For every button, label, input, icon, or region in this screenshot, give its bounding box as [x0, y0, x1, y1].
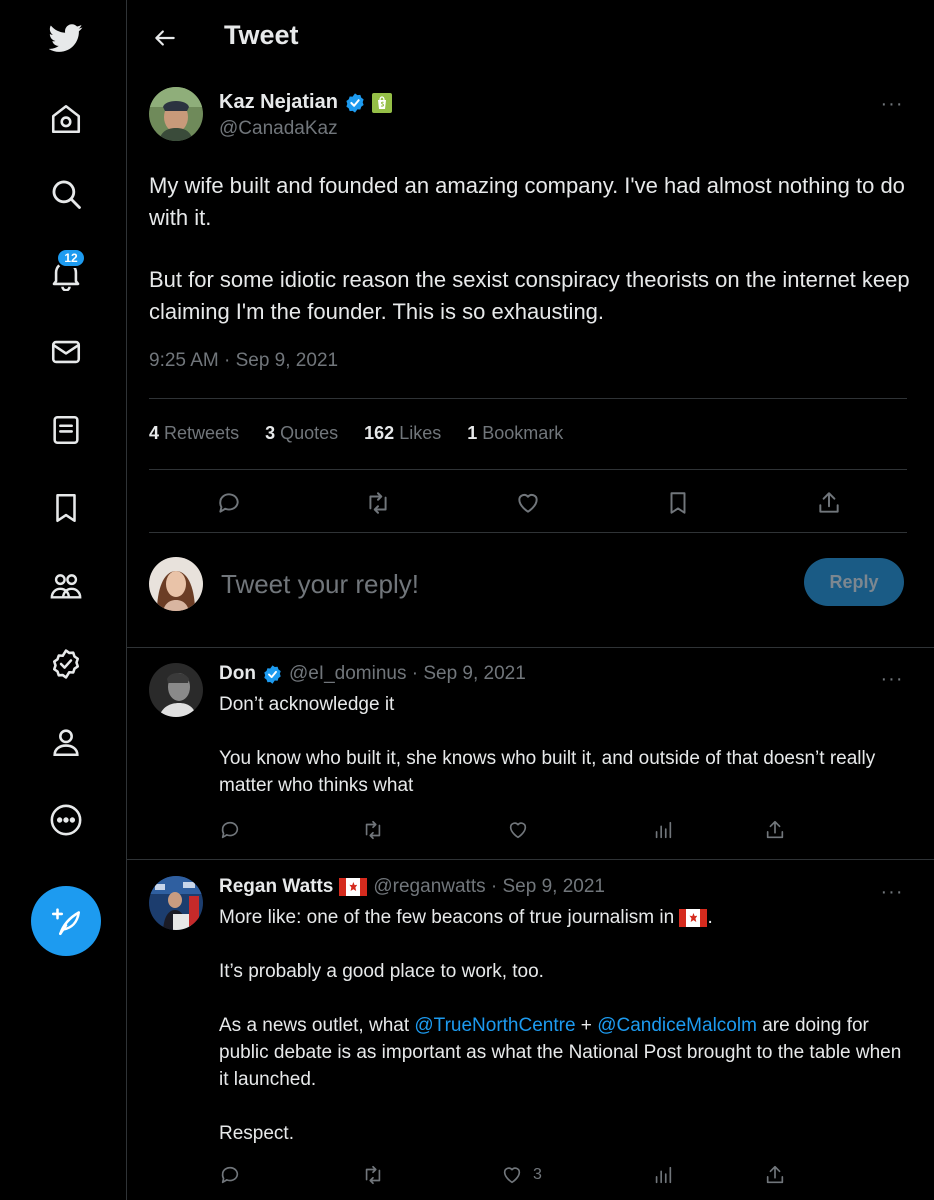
- reply-text-segment: .: [707, 907, 713, 928]
- profile-icon[interactable]: [36, 712, 96, 772]
- tweet-stats: [149, 423, 563, 444]
- share-icon: [764, 1164, 786, 1186]
- divider: [149, 398, 907, 399]
- more-icon[interactable]: [36, 790, 96, 850]
- retweets-label: Retweets: [164, 423, 240, 443]
- twitter-logo-icon[interactable]: [36, 8, 96, 68]
- heart-icon: [515, 490, 541, 516]
- reply-handle-date[interactable]: @reganwatts · Sep 9, 2021: [373, 876, 605, 897]
- page-title: Tweet: [224, 20, 299, 50]
- reply-avatar[interactable]: [149, 663, 203, 717]
- share-icon: [764, 819, 786, 841]
- retweet-action-button[interactable]: [362, 1160, 384, 1190]
- lists-icon[interactable]: [36, 400, 96, 460]
- mention-link-candicemalcolm[interactable]: @CandiceMalcolm: [597, 1015, 757, 1036]
- reply-text-paragraph: Respect.: [219, 1123, 294, 1144]
- divider: [127, 647, 934, 648]
- verified-badge-icon: [344, 92, 366, 114]
- heart-icon: [507, 819, 529, 841]
- reply-text: [219, 691, 909, 826]
- back-button[interactable]: [147, 20, 183, 56]
- share-action-button[interactable]: [811, 485, 847, 521]
- compose-tweet-button[interactable]: [31, 886, 101, 956]
- tweet-text: [149, 170, 919, 358]
- share-action-button[interactable]: [764, 1160, 786, 1190]
- reply-icon: [219, 819, 241, 841]
- reply-text-segment: As a news outlet, what: [219, 1015, 415, 1036]
- author-name-row[interactable]: [219, 91, 392, 114]
- bookmark-action-button[interactable]: [660, 485, 696, 521]
- reply-icon: [216, 490, 242, 516]
- reply-action-button[interactable]: [219, 1160, 241, 1190]
- reply-author-name[interactable]: Regan Watts: [219, 876, 334, 897]
- reply-action-button[interactable]: [211, 485, 247, 521]
- reply-text-paragraph: Don’t acknowledge it: [219, 694, 395, 715]
- canada-flag-icon: [679, 909, 707, 927]
- reply-input[interactable]: [221, 564, 781, 604]
- divider: [149, 469, 907, 470]
- reply-more-options-icon[interactable]: ···: [880, 667, 904, 690]
- canada-flag-icon: [339, 878, 367, 896]
- tweet-timestamp[interactable]: 9:25 AM · Sep 9, 2021: [149, 350, 339, 371]
- quotes-label: Quotes: [280, 423, 339, 443]
- retweet-action-button[interactable]: [362, 815, 384, 845]
- reply-tweet[interactable]: [149, 876, 919, 1183]
- reply-more-options-icon[interactable]: ···: [880, 880, 904, 903]
- analytics-icon: [652, 819, 674, 841]
- tweet-author: [149, 87, 338, 141]
- likes-stat[interactable]: [364, 423, 441, 444]
- likes-label: Likes: [399, 423, 442, 443]
- bookmarks-stat[interactable]: [467, 423, 563, 444]
- reply-header: [219, 663, 526, 685]
- search-icon[interactable]: [36, 164, 96, 224]
- heart-icon: [501, 1164, 523, 1186]
- like-count: 3: [533, 1166, 542, 1183]
- reply-text: [219, 904, 909, 1174]
- tweet-more-options-icon[interactable]: ···: [880, 92, 904, 115]
- compose-tweet-icon: [49, 904, 83, 938]
- divider: [149, 532, 907, 533]
- bookmarks-icon[interactable]: [36, 478, 96, 538]
- notification-count-badge: 12: [56, 248, 86, 268]
- retweet-action-button[interactable]: [360, 485, 396, 521]
- share-icon: [816, 490, 842, 516]
- reply-action-bar: [219, 1160, 799, 1190]
- reply-header: [219, 876, 605, 898]
- retweet-icon: [362, 1164, 384, 1186]
- retweets-count: 4: [149, 423, 160, 443]
- left-nav: [0, 0, 126, 1200]
- like-action-button[interactable]: [510, 485, 546, 521]
- quotes-count: 3: [265, 423, 276, 443]
- analytics-icon: [652, 1164, 674, 1186]
- like-action-button[interactable]: [501, 1160, 542, 1190]
- main-column: [126, 0, 934, 1200]
- reply-text-paragraph: It’s probably a good place to work, too.: [219, 961, 544, 982]
- author-name: Kaz Nejatian: [219, 91, 338, 113]
- reply-text-segment: are doing for public debate is as important as what the National Post brought to the table when it launched.: [219, 1015, 902, 1090]
- reply-text-segment: +: [575, 1015, 598, 1036]
- mention-link-truenorthcentre[interactable]: @TrueNorthCentre: [414, 1015, 576, 1036]
- reply-composer: [149, 556, 919, 616]
- verified-icon[interactable]: [36, 634, 96, 694]
- retweets-stat[interactable]: [149, 423, 239, 444]
- reply-action-button[interactable]: [219, 815, 241, 845]
- author-handle[interactable]: @CanadaKaz: [219, 118, 338, 139]
- reply-action-bar: [219, 815, 799, 845]
- tweet-text-paragraph: My wife built and founded an amazing company. I've had almost nothing to do with it.: [149, 173, 905, 230]
- share-action-button[interactable]: [764, 815, 786, 845]
- reply-text-paragraph: [219, 904, 909, 931]
- tweet-text-paragraph: But for some idiotic reason the sexist conspiracy theorists on the internet keep claiming I'm the founder. This is so exhausting.: [149, 267, 910, 324]
- reply-avatar[interactable]: [149, 876, 203, 930]
- divider: [127, 859, 934, 860]
- reply-text-paragraph: You know who built it, she knows who built it, and outside of that doesn’t really matter who thinks what: [219, 748, 876, 796]
- bookmarks-count: 1: [467, 423, 478, 443]
- reply-text-segment: More like: one of the few beacons of true journalism in: [219, 907, 675, 928]
- communities-icon[interactable]: [36, 556, 96, 616]
- reply-icon: [219, 1164, 241, 1186]
- home-icon[interactable]: [36, 89, 96, 149]
- tweet-action-bar: [149, 485, 907, 521]
- bookmark-icon: [665, 490, 691, 516]
- back-arrow-icon: [152, 25, 178, 51]
- current-user-avatar[interactable]: [149, 557, 203, 611]
- likes-count: 162: [364, 423, 395, 443]
- verified-badge-icon: [262, 664, 283, 685]
- reply-button[interactable]: Reply: [804, 558, 904, 606]
- author-avatar[interactable]: [149, 87, 203, 141]
- shopify-affiliate-icon: [372, 93, 392, 113]
- reply-author-name[interactable]: Don: [219, 663, 256, 684]
- retweet-icon: [362, 819, 384, 841]
- reply-handle-date[interactable]: @eI_dominus · Sep 9, 2021: [288, 663, 526, 684]
- analytics-action-button[interactable]: [652, 815, 674, 845]
- like-action-button[interactable]: [507, 815, 529, 845]
- quotes-stat[interactable]: [265, 423, 338, 444]
- bookmarks-label: Bookmark: [482, 423, 564, 443]
- messages-icon[interactable]: [36, 322, 96, 382]
- reply-text-paragraph: [219, 1012, 909, 1093]
- reply-tweet[interactable]: [149, 663, 919, 796]
- analytics-action-button[interactable]: [652, 1160, 674, 1190]
- retweet-icon: [365, 490, 391, 516]
